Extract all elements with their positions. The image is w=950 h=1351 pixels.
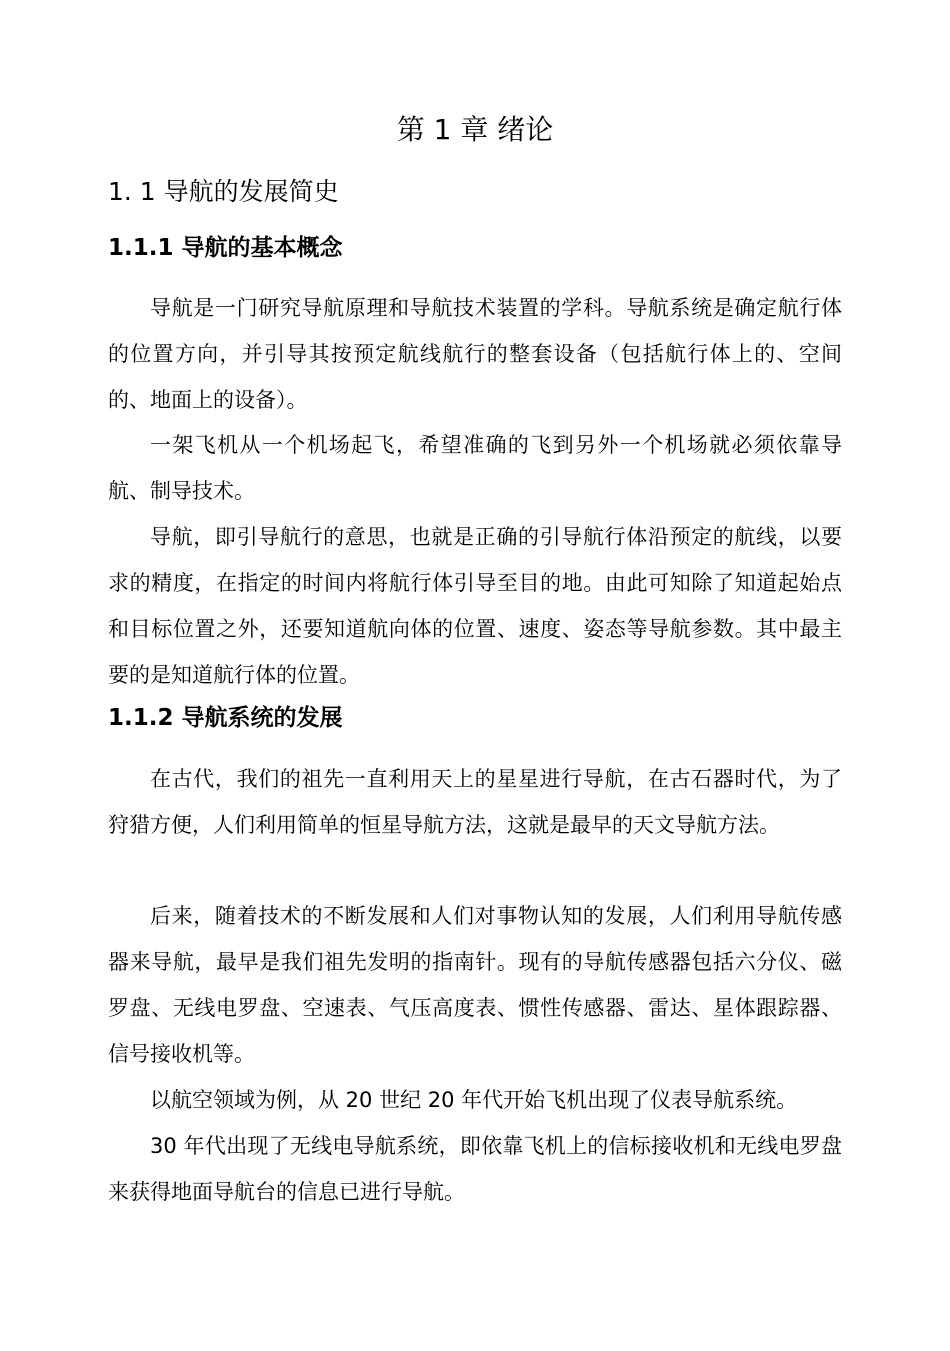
section-title: 1. 1 导航的发展简史 bbox=[108, 177, 339, 206]
paragraph: 导航，即引导航行的意思，也就是正确的引导航行体沿预定的航线，以要求的精度，在指定的时间内将航行体引导至目的地。由此可知除了知道起始点和目标位置之外，还要知道航向体的位置、速度、姿态等导航参数。其中最主要的是知道航行体的位置。 bbox=[108, 525, 842, 687]
paragraph: 以航空领域为例，从 20 世纪 20 年代开始飞机出现了仪表导航系统。 bbox=[150, 1088, 798, 1112]
subsection-title-1: 1.1.1 导航的基本概念 bbox=[108, 235, 343, 261]
chapter-title: 第 1 章 绪论 bbox=[396, 113, 554, 146]
subsection-title-2: 1.1.2 导航系统的发展 bbox=[108, 705, 343, 731]
paragraph: 在古代，我们的祖先一直利用天上的星星进行导航，在古石器时代，为了狩猎方便，人们利用简单的恒星导航方法，这就是最早的天文导航方法。 bbox=[108, 767, 842, 837]
paragraph: 导航是一门研究导航原理和导航技术装置的学科。导航系统是确定航行体的位置方向，并引导其按预定航线航行的整套设备（包括航行体上的、空间的、地面上的设备）。 bbox=[108, 296, 842, 412]
paragraph: 后来，随着技术的不断发展和人们对事物认知的发展，人们利用导航传感器来导航，最早是我们祖先发明的指南针。现有的导航传感器包括六分仪、磁罗盘、无线电罗盘、空速表、气压高度表、惯性传感器、雷达、星体跟踪器、信号接收机等。 bbox=[108, 904, 842, 1066]
paragraph: 30 年代出现了无线电导航系统，即依靠飞机上的信标接收机和无线电罗盘来获得地面导航台的信息已进行导航。 bbox=[108, 1134, 842, 1204]
paragraph: 一架飞机从一个机场起飞，希望准确的飞到另外一个机场就必须依靠导航、制导技术。 bbox=[108, 433, 842, 503]
